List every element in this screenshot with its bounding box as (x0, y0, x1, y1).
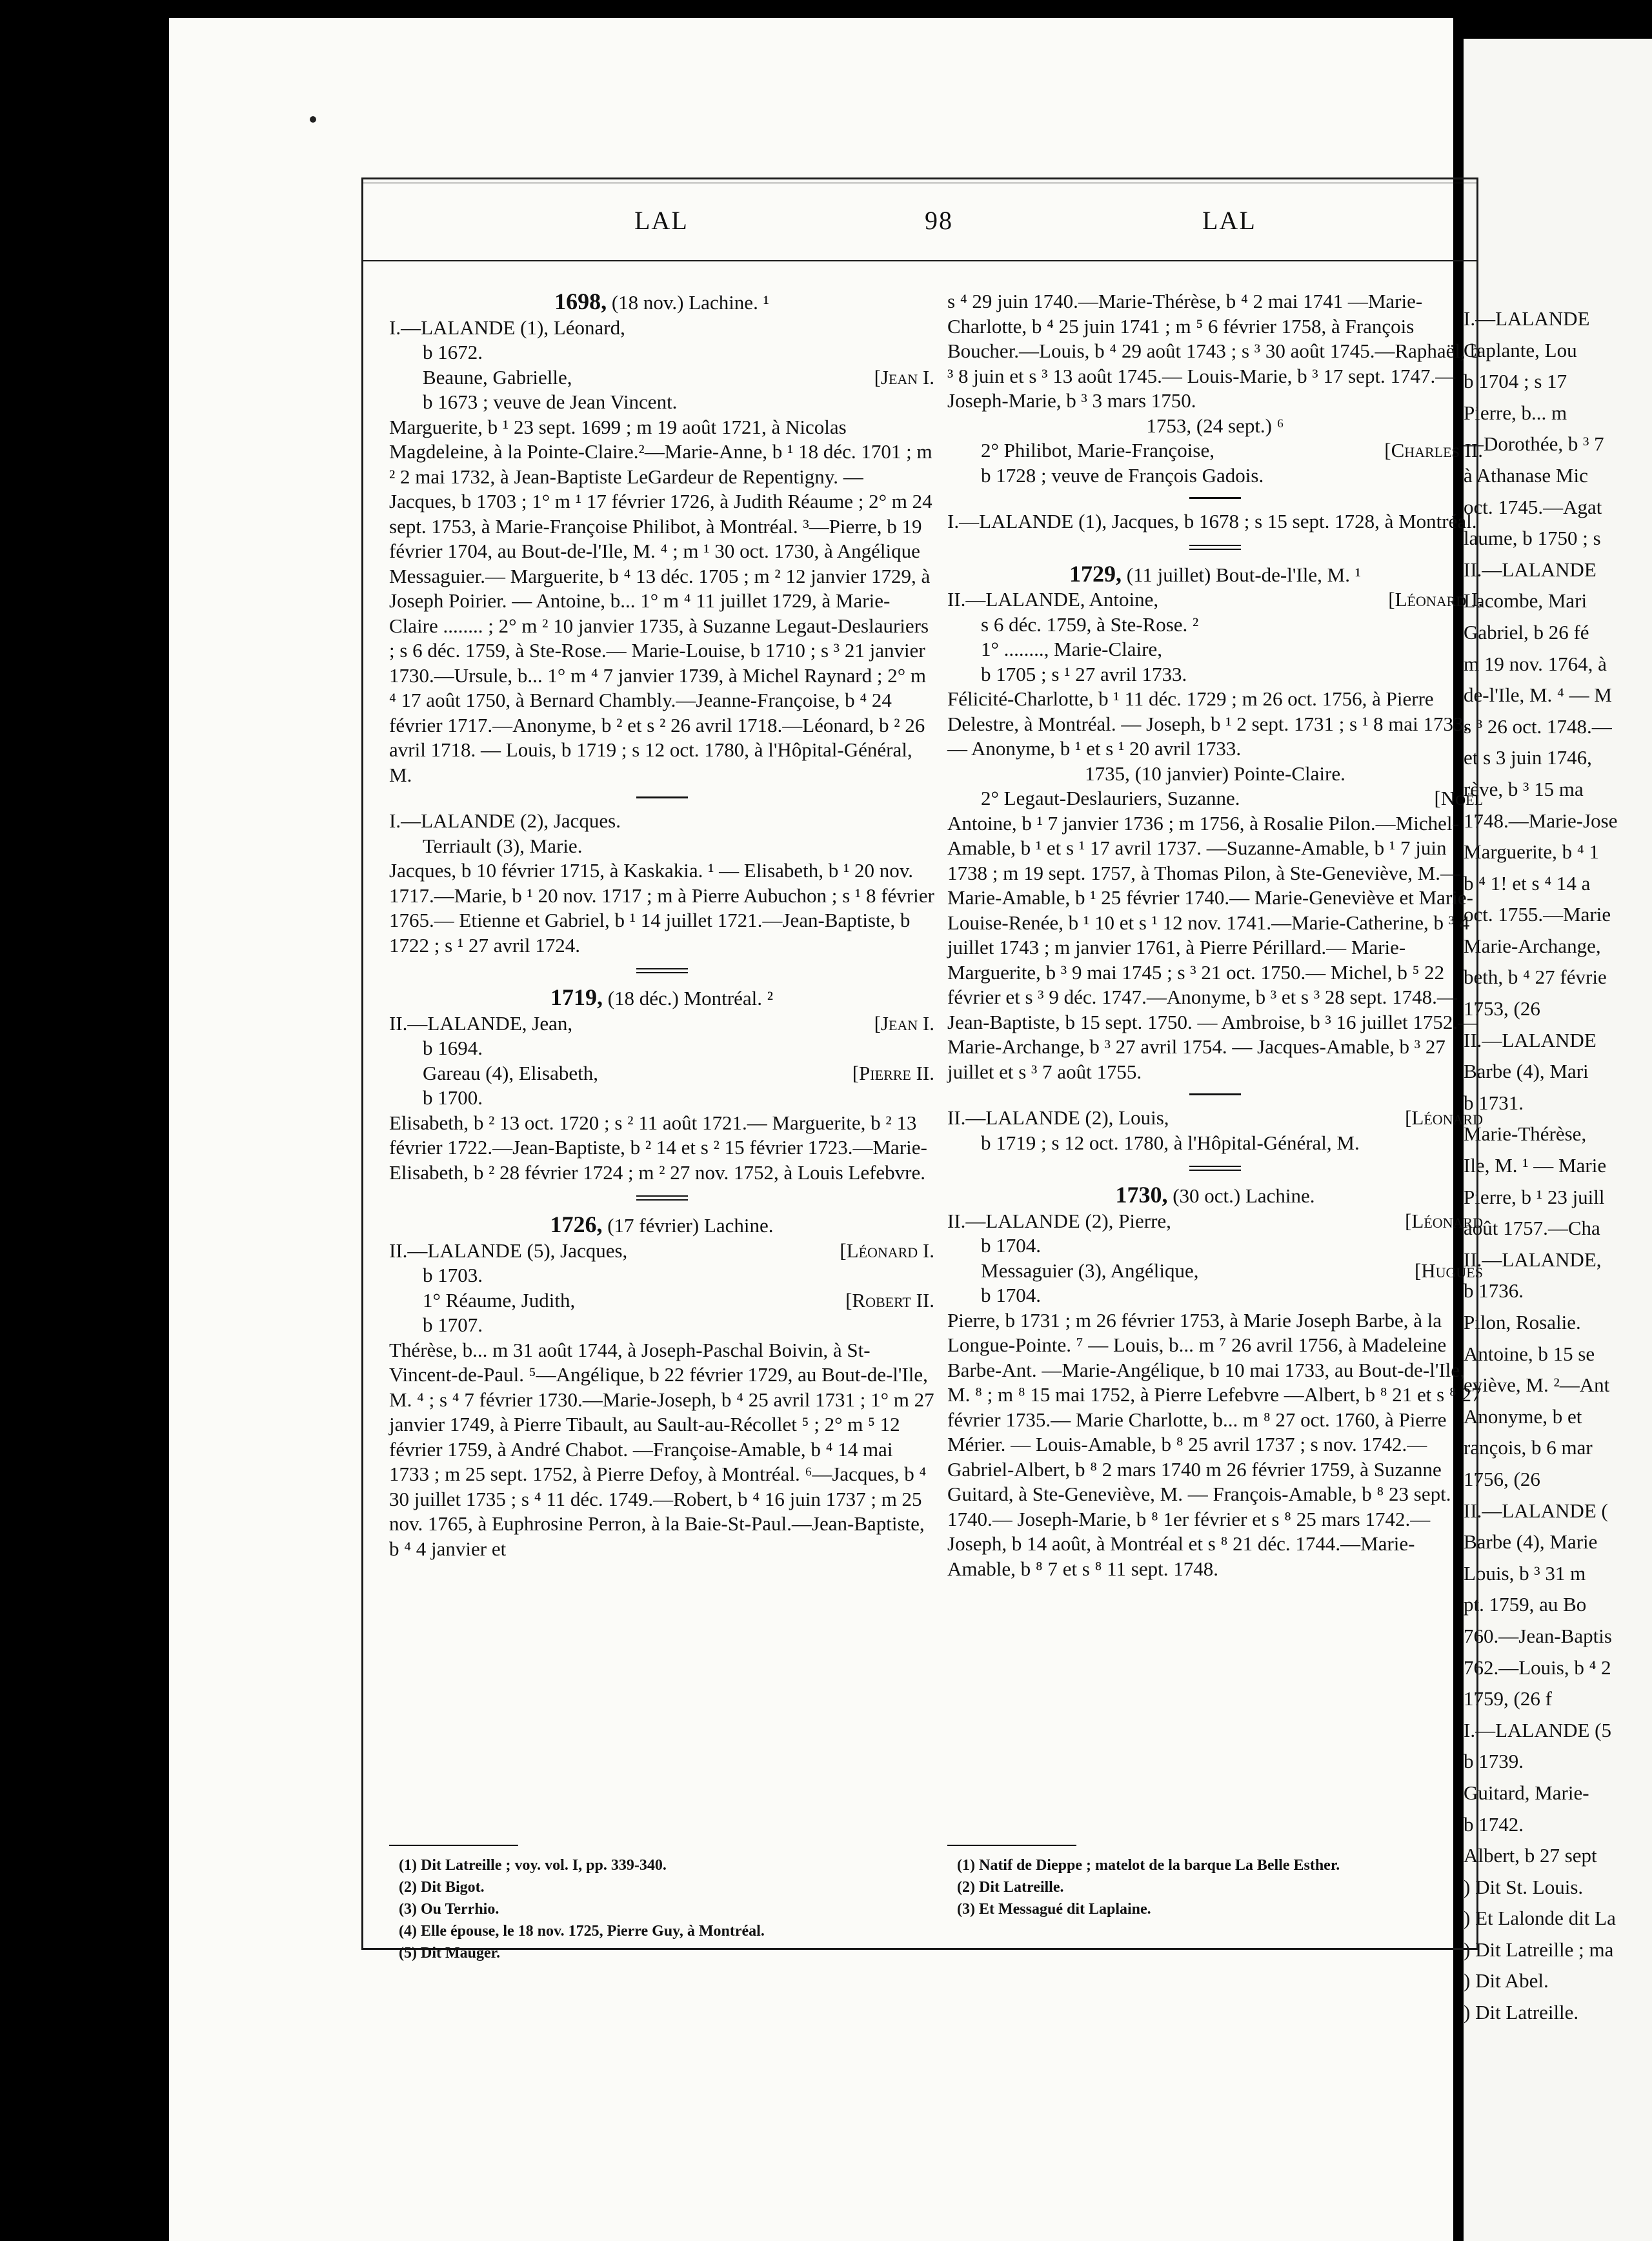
single-entry-line: I.—LALANDE (1), Jacques, b 1678 ; s 15 sept. 1728, à Montréal. (947, 510, 1477, 532)
page-frame (361, 177, 1483, 1962)
husband-line (947, 587, 1483, 613)
facing-page-line: Marguerite, b ⁴ 1 (1464, 840, 1599, 864)
facing-page-line: m 19 nov. 1764, à (1464, 652, 1607, 675)
running-head (363, 205, 1476, 244)
children-paragraph: Thérèse, b... m 31 août 1744, à Joseph-Paschal Boivin, à St-Vincent-de-Paul. ⁵—Angélique, b 22 février 1729, au Bout-de-l'Ile, M. ⁴ ; s ⁴ 7 février 1730.—Marie-Joseph, b ⁴ 25 avril 1731 ; 1° m 27 janvier 1749, à Pierre Tibault, au Sault-au-Récollet ⁵ ; 2° m ⁵ 12 février 1759, à André Chabot. —Françoise-Amable, b ⁴ 14 mai 1733 ; m 25 sept. 1752, à Pierre Defoy, à Montréal. ⁶—Jacques, b ⁴ 30 juillet 1735 ; s ⁴ 11 déc. 1749.—Robert, b ⁴ 16 juin 1737 ; m 25 nov. 1765, à Euphrosine Perron, à la Baie-St-Paul.—Jean-Baptiste, b ⁴ 4 janvier et (389, 1338, 934, 1560)
facing-page-line: II.—LALANDE (1464, 558, 1597, 581)
facing-page-line: ) Dit St. Louis. (1464, 1875, 1584, 1898)
second-marriage-heading: 1735, (10 janvier) Pointe-Claire. (1085, 762, 1345, 785)
footnote: (2) Dit Latreille. (957, 1879, 1064, 1896)
facing-page-line: Guitard, Marie- (1464, 1781, 1589, 1804)
facing-page-line: Louis, b ³ 31 m (1464, 1561, 1586, 1585)
husband-line (947, 1106, 1483, 1131)
facing-page-line: b 1736. (1464, 1279, 1524, 1303)
page-number: 98 (925, 206, 953, 235)
husband-name: II.—LALANDE, Jean, (389, 1011, 573, 1035)
wife-line: Terriault (3), Marie. (423, 834, 583, 857)
facing-page-line: et s 3 juin 1746, (1464, 746, 1592, 769)
marriage-heading (389, 1212, 934, 1239)
wife-father-ref: [Hugues (1414, 1259, 1483, 1282)
facing-page-line: ) Dit Latreille ; ma (1464, 1938, 1614, 1961)
facing-page-line: oct. 1755.—Marie (1464, 903, 1611, 926)
marriage-heading (947, 562, 1483, 588)
husband-birth: b 1672. (423, 341, 483, 363)
separator-rule (1189, 1093, 1241, 1095)
husband-line: I.—LALANDE (1), Léonard, (389, 316, 625, 339)
facing-page-line: Marie-Thérèse, (1464, 1122, 1587, 1146)
husband-birth: b 1719 ; s 12 oct. 1780, à l'Hôpital-Général, M. (981, 1131, 1360, 1154)
wife-line (389, 1288, 934, 1313)
footnotes-left (399, 1854, 934, 1964)
facing-page-line: Barbe (4), Mari (1464, 1060, 1589, 1083)
header-rule (363, 260, 1476, 261)
footnote: (3) Et Messagué dit Laplaine. (957, 1901, 1151, 1918)
left-column (389, 289, 934, 1561)
wife-name: Beaune, Gabrielle, (423, 365, 572, 389)
husband-father-ref: [Léonard (1405, 1209, 1483, 1232)
children-paragraph: Pierre, b 1731 ; m 26 février 1753, à Marie Joseph Barbe, à la Longue-Pointe. ⁷ — Louis, b... m ⁷ 26 avril 1756, à Madeleine Barbe-Ant. —Marie-Angélique, b 10 mai 1733, au Bout-de-l'Ile, M. ⁸ ; m ⁸ 15 mai 1752, à Pierre Lefebvre —Albert, b ⁸ 21 et s ⁸ 27 février 1735.— Marie Charlotte, b... m ⁸ 27 oct. 1760, à Pierre Mérier. — Louis-Amable, b ⁸ 25 avril 1737 ; s nov. 1742.— Gabriel-Albert, b ⁸ 2 mars 1740 m 26 février 1759, à Suzanne Guitard, à Ste-Geneviève, M. — François-Amable, b ⁸ 23 sept. 1740.— Joseph-Marie, b ⁸ 1er février et s ⁸ 25 mars 1742.—Joseph, b 14 août, à Montréal et s ⁸ 21 déc. 1744.—Marie-Amable, b ⁸ 7 et s ⁸ 11 sept. 1748. (947, 1308, 1482, 1580)
wife-name: 1° Réaume, Judith, (423, 1288, 576, 1312)
facing-page-line: 1756, (26 (1464, 1467, 1540, 1490)
footnote: (5) Dit Mauger. (399, 1945, 501, 1962)
facing-page-line: à Athanase Mic (1464, 463, 1588, 487)
facing-page-line: 1748.—Marie-Jose (1464, 809, 1618, 832)
children-paragraph-continued: s ⁴ 29 juin 1740.—Marie-Thérèse, b ⁴ 2 mai 1741 —Marie-Charlotte, b ⁴ 25 juin 1741 ; m ⁵ 6 février 1758, à François Boucher.—Louis, b ⁴ 29 août 1743 ; s ³ 30 août 1745.—Raphaël, b ³ 8 juin et s ³ 13 août 1745.— Louis-Marie, b ³ 17 sept. 1747.— Joseph-Marie, b ³ 3 mars 1750. (947, 290, 1481, 412)
marriage-place: (30 oct.) Lachine. (1167, 1184, 1315, 1207)
husband-line (947, 1209, 1483, 1234)
husband-birth: b 1694. (423, 1037, 483, 1059)
wife-birth: b 1700. (423, 1086, 483, 1109)
footnote: (1) Natif de Dieppe ; matelot de la barque La Belle Esther. (957, 1857, 1340, 1874)
wife-father-ref: [Pierre II. (852, 1061, 934, 1084)
marriage-place: (17 février) Lachine. (602, 1214, 774, 1237)
wife-name: 2° Philibot, Marie-Françoise, (981, 439, 1214, 461)
facing-page-line: Gabriel, b 26 fé (1464, 620, 1589, 644)
husband-father-ref: [Léonard (1405, 1106, 1483, 1129)
wife-line (389, 1061, 934, 1086)
second-marriage-heading: 1753, (24 sept.) ⁶ (1146, 414, 1284, 437)
wife-birth: b 1704. (981, 1284, 1041, 1306)
facing-page-line: II.—LALANDE ( (1464, 1499, 1608, 1522)
facing-page-line: Marie-Archange, (1464, 934, 1601, 957)
facing-page-line: b 1704 ; s 17 (1464, 370, 1567, 393)
footnote: (4) Elle épouse, le 18 nov. 1725, Pierre Guy, à Montréal. (399, 1923, 765, 1940)
facing-page-line: I.—LALANDE (5 (1464, 1718, 1612, 1741)
children-paragraph: Félicité-Charlotte, b ¹ 11 déc. 1729 ; m 26 oct. 1756, à Pierre Delestre, à Montréal. — Joseph, b ¹ 2 sept. 1731 ; s ¹ 8 mai 1733. — Anonyme, b ¹ et s ¹ 20 avril 1733. (947, 687, 1469, 760)
marriage-year: 1726, (550, 1212, 603, 1237)
children-paragraph: Elisabeth, b ² 13 oct. 1720 ; s ² 11 août 1721.— Marguerite, b ² 13 février 1722.—Jean-Baptiste, b ² 14 et s ² 15 février 1723.—Marie-Elisabeth, b ² 28 février 1724 ; m ² 27 nov. 1752, à Louis Lefebvre. (389, 1111, 927, 1184)
wife-father-ref: [Noël (1434, 787, 1483, 809)
husband-birth: b 1703. (423, 1264, 483, 1286)
facing-page-line: 1753, (26 (1464, 997, 1540, 1020)
husband-death: s 6 déc. 1759, à Ste-Rose. ² (981, 613, 1199, 636)
footnote: (2) Dit Bigot. (399, 1879, 485, 1896)
marriage-year: 1719, (550, 984, 603, 1010)
husband-birth: b 1704. (981, 1234, 1041, 1257)
facing-page-line: Antoine, b 15 se (1464, 1342, 1595, 1365)
facing-page-line: s ³ 26 oct. 1748.— (1464, 715, 1612, 738)
facing-page-line: b 1739. (1464, 1750, 1524, 1773)
footnote-rule-right (947, 1845, 1076, 1846)
wife-birth: b 1673 ; veuve de Jean Vincent. (423, 390, 678, 413)
facing-page-line: b 1731. (1464, 1091, 1524, 1114)
separator-rule (1189, 545, 1241, 550)
marriage-year: 1698, (554, 289, 607, 314)
husband-name: II.—LALANDE (2), Louis, (947, 1106, 1169, 1129)
marriage-heading (389, 289, 934, 316)
facing-page-line: Albert, b 27 sept (1464, 1844, 1597, 1867)
marriage-place: (11 juillet) Bout-de-l'Ile, M. ¹ (1121, 563, 1362, 586)
separator-rule (636, 796, 688, 798)
facing-page-line: rançois, b 6 mar (1464, 1436, 1593, 1459)
facing-page-line: Pierre, b ¹ 23 juill (1464, 1185, 1605, 1208)
footnote-rule-left (389, 1845, 518, 1846)
facing-page-line: de-l'Ile, M. ⁴ — M (1464, 684, 1612, 707)
facing-page-text (1464, 303, 1617, 2029)
facing-page-line: 1759, (26 f (1464, 1687, 1552, 1710)
wife-name: Gareau (4), Elisabeth, (423, 1061, 598, 1084)
wife-birth: b 1728 ; veuve de François Gadois. (981, 463, 1264, 487)
wife-line (947, 438, 1483, 463)
facing-page-line: Anonyme, b et (1464, 1404, 1582, 1428)
wife-name: 2° Legaut-Deslauriers, Suzanne. (981, 787, 1240, 809)
facing-page-line: I.—LALANDE (1464, 307, 1590, 330)
separator-rule (636, 968, 688, 973)
facing-page-line: Lacombe, Mari (1464, 589, 1587, 613)
wife-birth: b 1705 ; s ¹ 27 avril 1733. (981, 662, 1187, 685)
husband-name: II.—LALANDE (5), Jacques, (389, 1239, 628, 1262)
footnote: (1) Dit Latreille ; voy. vol. I, pp. 339-340. (399, 1857, 667, 1874)
facing-page-line: eviève, M. ²—Ant (1464, 1374, 1610, 1397)
facing-page-line: Ile, M. ¹ — Marie (1464, 1154, 1607, 1177)
separator-rule (1189, 497, 1241, 499)
husband-father-ref: [Léonard I. (840, 1239, 934, 1262)
wife-father-ref: [Charles II. (1384, 439, 1483, 461)
facing-page-line: ) Dit Latreille. (1464, 2001, 1579, 2024)
marriage-year: 1730, (1115, 1182, 1168, 1208)
facing-page-line: II.—LALANDE (1464, 1028, 1597, 1051)
facing-page-line: ) Dit Abel. (1464, 1969, 1549, 1993)
husband-line (389, 1011, 934, 1037)
wife-name: Messaguier (3), Angélique, (981, 1259, 1199, 1282)
footnote: (3) Ou Terrhio. (399, 1901, 499, 1918)
facing-page-line: pt. 1759, au Bo (1464, 1593, 1587, 1616)
marriage-place: (18 déc.) Montréal. ² (602, 987, 774, 1009)
facing-page-line: —Dorothée, b ³ 7 (1464, 432, 1604, 456)
facing-page (1464, 39, 1652, 2241)
wife-line (947, 786, 1483, 811)
facing-page-line: b 1742. (1464, 1812, 1524, 1836)
facing-page-line: 762.—Louis, b ⁴ 2 (1464, 1656, 1611, 1679)
facing-page-line: Pierre, b... m (1464, 401, 1567, 424)
children-paragraph: Marguerite, b ¹ 23 sept. 1699 ; m 19 août 1721, à Nicolas Magdeleine, à la Pointe-Claire.²—Marie-Anne, b ¹ 18 déc. 1701 ; m ² 2 mai 1732, à Jean-Baptiste LeGardeur de Repentigny. — Jacques, b 1703 ; 1° m ¹ 17 février 1726, à Judith Réaume ; 2° m 24 sept. 1753, à Marie-Françoise Philibot, à Montréal. ³—Pierre, b 19 février 1704, au Bout-de-l'Ile, M. ⁴ ; m ¹ 30 oct. 1730, à Angélique Messaguier.— Marguerite, b ⁴ 13 déc. 1705 ; m ² 12 janvier 1729, à Joseph Poirier. — Antoine, b... 1° m ⁴ 11 juillet 1729, à Marie-Claire ........ ; 2° m ² 10 janvier 1735, à Suzanne Legaut-Deslauriers ; s 6 déc. 1759, à Ste-Rose.— Marie-Louise, b 1710 ; s ³ 21 janvier 1730.—Ursule, b... 1° m ⁴ 7 janvier 1739, à Michel Raynard ; 2° m ⁴ 17 août 1750, à Bernard Chambly.—Jeanne-Françoise, b ⁴ 24 février 1717.—Anonyme, b ² et s ² 26 avril 1718.—Léonard, b ² 26 avril 1718. — Louis, b 1719 ; s 12 oct. 1780, à l'Hôpital-Général, M. (389, 415, 932, 786)
husband-name: II.—LALANDE, Antoine, (947, 588, 1159, 611)
wife-birth: b 1707. (423, 1313, 483, 1336)
wife-line (389, 365, 934, 390)
scan-speck (310, 116, 316, 123)
children-paragraph: Jacques, b 10 février 1715, à Kaskakia. ¹ — Elisabeth, b ¹ 20 nov. 1717.—Marie, b ¹ 20 nov. 1717 ; m à Pierre Aubuchon ; s ¹ 8 février 1765.— Etienne et Gabriel, b ¹ 14 juillet 1721.—Jean-Baptiste, b 1722 ; s ¹ 27 avril 1724. (389, 859, 934, 957)
wife-father-ref: [Jean I. (874, 365, 934, 389)
wife-father-ref: [Robert II. (845, 1288, 934, 1312)
husband-line (389, 1239, 934, 1264)
husband-line: I.—LALANDE (2), Jacques. (389, 809, 621, 832)
facing-page-line: beth, b ⁴ 27 févrie (1464, 966, 1607, 989)
marriage-year: 1729, (1069, 560, 1122, 587)
running-head-right: LAL (1202, 206, 1256, 235)
separator-rule (636, 1195, 688, 1201)
wife-line: 1° ........, Marie-Claire, (981, 638, 1162, 660)
marriage-place: (18 nov.) Lachine. ¹ (607, 291, 769, 314)
facing-page-line: 760.—Jean-Baptis (1464, 1624, 1612, 1647)
running-head-left: LAL (634, 206, 689, 235)
facing-page-line: Caplante, Lou (1464, 338, 1577, 361)
marriage-heading (389, 985, 934, 1011)
marriage-heading (947, 1182, 1483, 1209)
facing-page-line: ) Et Lalonde dit La (1464, 1907, 1616, 1930)
facing-page-line: août 1757.—Cha (1464, 1217, 1600, 1240)
facing-page-line: laume, b 1750 ; s (1464, 527, 1601, 550)
facing-page-line: oct. 1745.—Agat (1464, 495, 1602, 518)
footnotes-right (957, 1854, 1473, 1920)
facing-page-line: b ⁴ 1! et s ⁴ 14 a (1464, 871, 1591, 895)
facing-page-line: Barbe (4), Marie (1464, 1530, 1598, 1554)
husband-father-ref: [Léonard I. (1388, 588, 1483, 611)
facing-page-line: Pilon, Rosalie. (1464, 1311, 1581, 1333)
right-column (947, 289, 1483, 1581)
separator-rule (1189, 1166, 1241, 1171)
facing-page-line: II.—LALANDE, (1464, 1248, 1602, 1271)
children-paragraph: Antoine, b ¹ 7 janvier 1736 ; m 1756, à Rosalie Pilon.—Michel-Amable, b ¹ et s ¹ 17 avril 1737. —Suzanne-Amable, b ¹ 7 juin 1738 ; m 19 sept. 1757, à Thomas Pilon, à Ste-Geneviève, M.— Marie-Amable, b ¹ 25 février 1740.— Marie-Geneviève et Marie-Louise-Renée, b ¹ 10 et s ¹ 12 nov. 1741.—Marie-Catherine, b ³ 4 juillet 1743 ; m janvier 1761, à Pierre Périllard.— Marie-Marguerite, b ³ 9 mai 1745 ; s ³ 21 oct. 1750.— Michel, b ⁵ 22 février et s ³ 9 déc. 1747.—Anonyme, b ³ et s ³ 28 sept. 1748.—Jean-Baptiste, b 15 sept. 1750. — Ambroise, b ³ 16 juillet 1752.— Marie-Archange, b ³ 27 avril 1754. — Jacques-Amable, b ³ 27 juillet et s ³ 7 août 1755. (947, 811, 1478, 1083)
husband-father-ref: [Jean I. (874, 1011, 934, 1035)
facing-page-line: rève, b ³ 15 ma (1464, 777, 1584, 800)
wife-line (947, 1259, 1483, 1284)
husband-name: II.—LALANDE (2), Pierre, (947, 1209, 1171, 1232)
